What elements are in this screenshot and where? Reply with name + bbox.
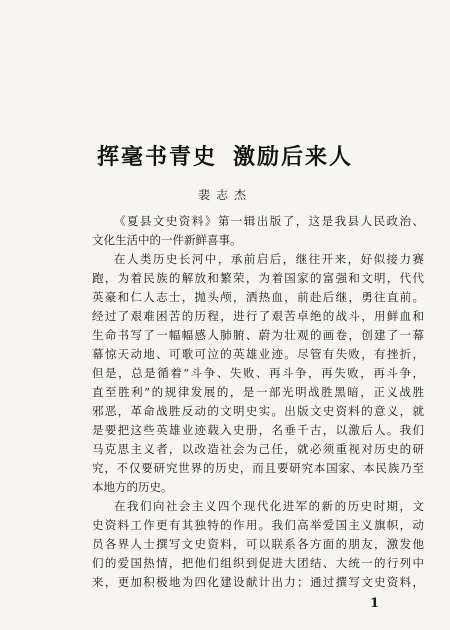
text-line: 跑，为着民族的解放和繁荣，为着国家的富强和文明，代代 bbox=[92, 271, 424, 285]
text-line: 英豪和仁人志士，抛头颅，洒热血，前赴后继，勇往直前。 bbox=[92, 290, 424, 304]
text-line: 经过了艰难困苦的历程，进行了艰苦卓绝的战斗，用鲜血和 bbox=[92, 309, 424, 323]
text-line: 是要把这些英雄业迹载入史册，名垂千古，以激后人。我们 bbox=[92, 423, 424, 437]
text-line: 究，不仅要研究世界的历史，而且要研究本国家、本民族乃至 bbox=[92, 461, 424, 475]
page-number: 1 bbox=[370, 596, 380, 611]
text-line: 《夏县文史资料》第一辑出版了，这是我县人民政治、 bbox=[114, 214, 424, 228]
text-line: 直至胜利”的规律发展的，是一部光明战胜黑暗，正义战胜 bbox=[92, 385, 424, 399]
text-line: 但是，总是循着“斗争、失败、再斗争，再失败，再斗争， bbox=[92, 366, 424, 380]
text-line: 们的爱国热情，把他们组织到促进大团结、大统一的行列中 bbox=[92, 556, 424, 570]
article-body bbox=[92, 212, 424, 592]
text-line: 在人类历史长河中，承前启后，继往开来，好似接力赛 bbox=[114, 252, 424, 266]
text-line: 来，更加积极地为四化建设献计出力；通过撰写文史资料， bbox=[92, 575, 424, 589]
title-part-1: 挥毫书青史 bbox=[96, 145, 217, 170]
title-part-2: 激励后来人 bbox=[233, 145, 354, 170]
text-line: 史资料工作更有其独特的作用。我们高举爱国主义旗帜，动 bbox=[92, 518, 424, 532]
text-line: 员各界人士撰写文史资料，可以联系各方面的朋友，激发他 bbox=[92, 537, 424, 551]
text-line: 邪恶，革命战胜反动的文明史实。出版文史资料的意义，就 bbox=[92, 404, 424, 418]
text-line: 文化生活中的一件新鲜喜事。 bbox=[92, 233, 242, 247]
author-name: 裴志杰 bbox=[197, 188, 252, 202]
text-line: 本地方的历史。 bbox=[92, 480, 173, 494]
text-line: 幕惊天动地、可歌可泣的英雄业迹。尽管有失败，有挫折， bbox=[92, 347, 424, 361]
article-title bbox=[0, 140, 450, 171]
text-line: 马克思主义者，以改造社会为己任，就必须重视对历史的研 bbox=[92, 442, 424, 456]
text-line: 生命书写了一幅幅感人肺腑、蔚为壮观的画卷，创建了一幕 bbox=[92, 328, 424, 342]
text-line: 在我们向社会主义四个现代化进军的新的历史时期，文 bbox=[114, 499, 424, 513]
